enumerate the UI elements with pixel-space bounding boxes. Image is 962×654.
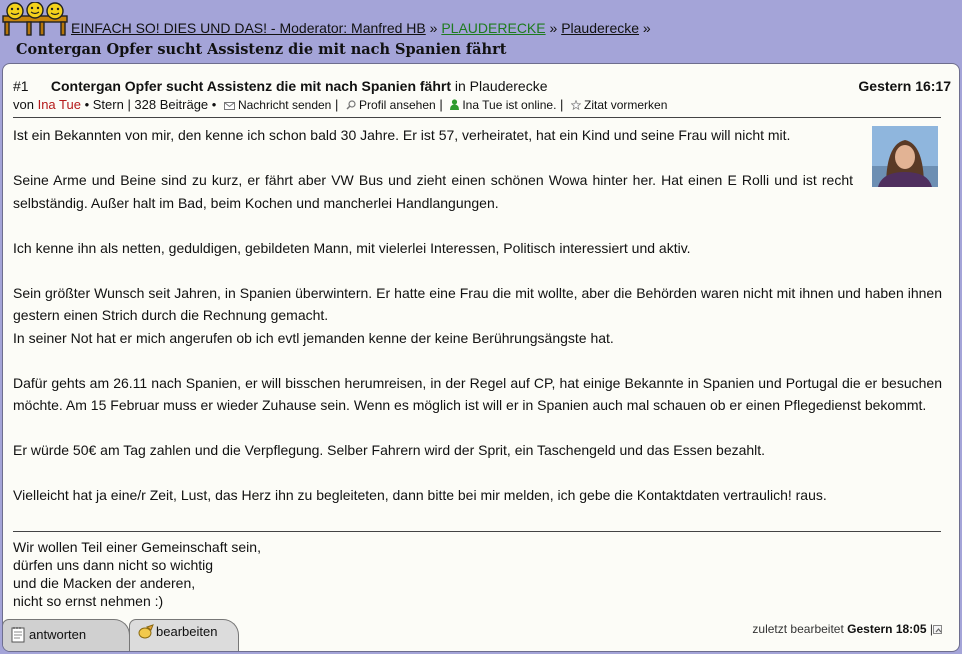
reply-button[interactable] [2, 619, 130, 652]
magnifier-icon [346, 100, 356, 110]
page-title: Contergan Opfer sucht Assistenz die mit nach Spanien fährt [16, 41, 507, 58]
author-link[interactable]: Ina Tue [37, 97, 81, 112]
breadcrumb-separator: » [429, 20, 438, 36]
breadcrumb [71, 20, 651, 36]
post-paragraph: Er würde 50€ am Tag zahlen und die Verpflegung. Selber Fahrern wird der Sprit, ein Taschengeld und das Essen bezahlt. [13, 442, 766, 458]
post-paragraph: Ich kenne ihn als netten, geduldigen, gebildeten Mann, mit vielerlei Interessen, Politisch interessiert und aktiv. [13, 239, 691, 256]
reply-label: antworten [29, 627, 87, 642]
post-paragraph: Vielleicht hat ja eine/r Zeit, Lust, das Herz ihn zu begleiteten, dann bitte bei mir melden, ich gebe die Kontaktdaten vertraulich! raus. [13, 487, 827, 503]
author-rank: • Stern | 328 Beiträge • [84, 97, 217, 112]
signature-line: und die Macken der anderen, [13, 575, 196, 591]
post-header [13, 78, 951, 94]
notepad-icon [11, 626, 25, 643]
meta-separator: | [560, 97, 564, 112]
by-label: von [13, 97, 34, 112]
edit-label: bearbeiten [156, 624, 218, 639]
view-profile-link[interactable]: Profil ansehen [358, 98, 436, 112]
post-body [13, 124, 942, 507]
post-number[interactable]: #1 [13, 78, 29, 94]
user-online-icon [450, 99, 459, 110]
envelope-icon [224, 102, 235, 110]
edited-label: zuletzt bearbeitet [752, 622, 844, 636]
post-forum-label: in Plauderecke [454, 78, 548, 94]
post-title: Contergan Opfer sucht Assistenz die mit nach Spanien fährt [50, 78, 451, 94]
breadcrumb-separator: » [642, 20, 651, 36]
forum-post [2, 63, 960, 652]
breadcrumb-category-link[interactable]: PLAUDERECKE [441, 20, 546, 36]
post-paragraph: Seine Arme und Beine sind zu kurz, er fährt aber VW Bus und zieht einen schönen Wowa hinter her. Hat einen E Rolli und ist recht selbständig. Außer halt im Bad, beim Kochen und mancherlei Handlangungen. [13, 172, 853, 211]
post-paragraph: In seiner Not hat er mich angerufen ob ich evtl jemanden kenne der keine Berührungsängste hat. [13, 329, 614, 346]
post-paragraph: Ist ein Bekannten von mir, den kenne ich schon bald 30 Jahre. Er ist 57, verheiratet, hat ein Kind und seine Frau will nicht mit. [13, 127, 791, 143]
signature-line: Wir wollen Teil einer Gemeinschaft sein, [13, 539, 261, 555]
header-divider [13, 117, 941, 118]
post-paragraph: Sein größter Wunsch seit Jahren, in Spanien überwintern. Er hatte eine Frau die mit wollte, aber die Behörden waren nicht mit ihnen und haben ihnen gestern einen Strich durch die Rechnung gemacht. [13, 284, 942, 323]
send-message-link[interactable]: Nachricht senden [237, 98, 332, 112]
post-meta [13, 97, 667, 112]
signature-line: nicht so ernst nehmen :) [13, 593, 164, 609]
last-edited [752, 622, 933, 636]
top-bar [0, 0, 962, 40]
signature [13, 538, 261, 610]
post-paragraph: Dafür gehts am 26.11 nach Spanien, er will bisschen herumreisen, in der Regel auf CP, hat einige Bekannte in Spanien und Portugal die er besuchen möchte. Am 15 Februar muss er wieder Zuhause sein. Wenn es möglich ist will er in Spanien auch mal schauen ob er einen Pflegedienst bekommt. [13, 374, 942, 413]
meta-separator: | [334, 97, 339, 112]
signature-line: dürfen uns dann nicht so wichtig [13, 557, 214, 573]
edit-button[interactable] [129, 619, 239, 652]
bookmark-quote-link[interactable]: Zitat vormerken [584, 98, 668, 112]
signature-divider [13, 531, 941, 532]
meta-separator: | [439, 97, 443, 112]
edited-separator: | [929, 622, 933, 636]
online-status: Ina Tue ist online. [462, 98, 557, 112]
breadcrumb-forum-link[interactable]: EINFACH SO! DIES UND DAS! - Moderator: Manfred HB [71, 20, 426, 36]
arrow-up-icon[interactable] [933, 625, 942, 634]
post-actions [3, 619, 263, 652]
smiley-group-logo-icon[interactable] [2, 2, 68, 36]
star-icon [571, 100, 581, 110]
pencil-hand-icon [138, 624, 154, 639]
edited-date: Gestern 18:05 [847, 622, 927, 636]
post-date: Gestern 16:17 [858, 78, 951, 94]
breadcrumb-subforum-link[interactable]: Plauderecke [561, 20, 640, 36]
breadcrumb-separator: » [549, 20, 558, 36]
